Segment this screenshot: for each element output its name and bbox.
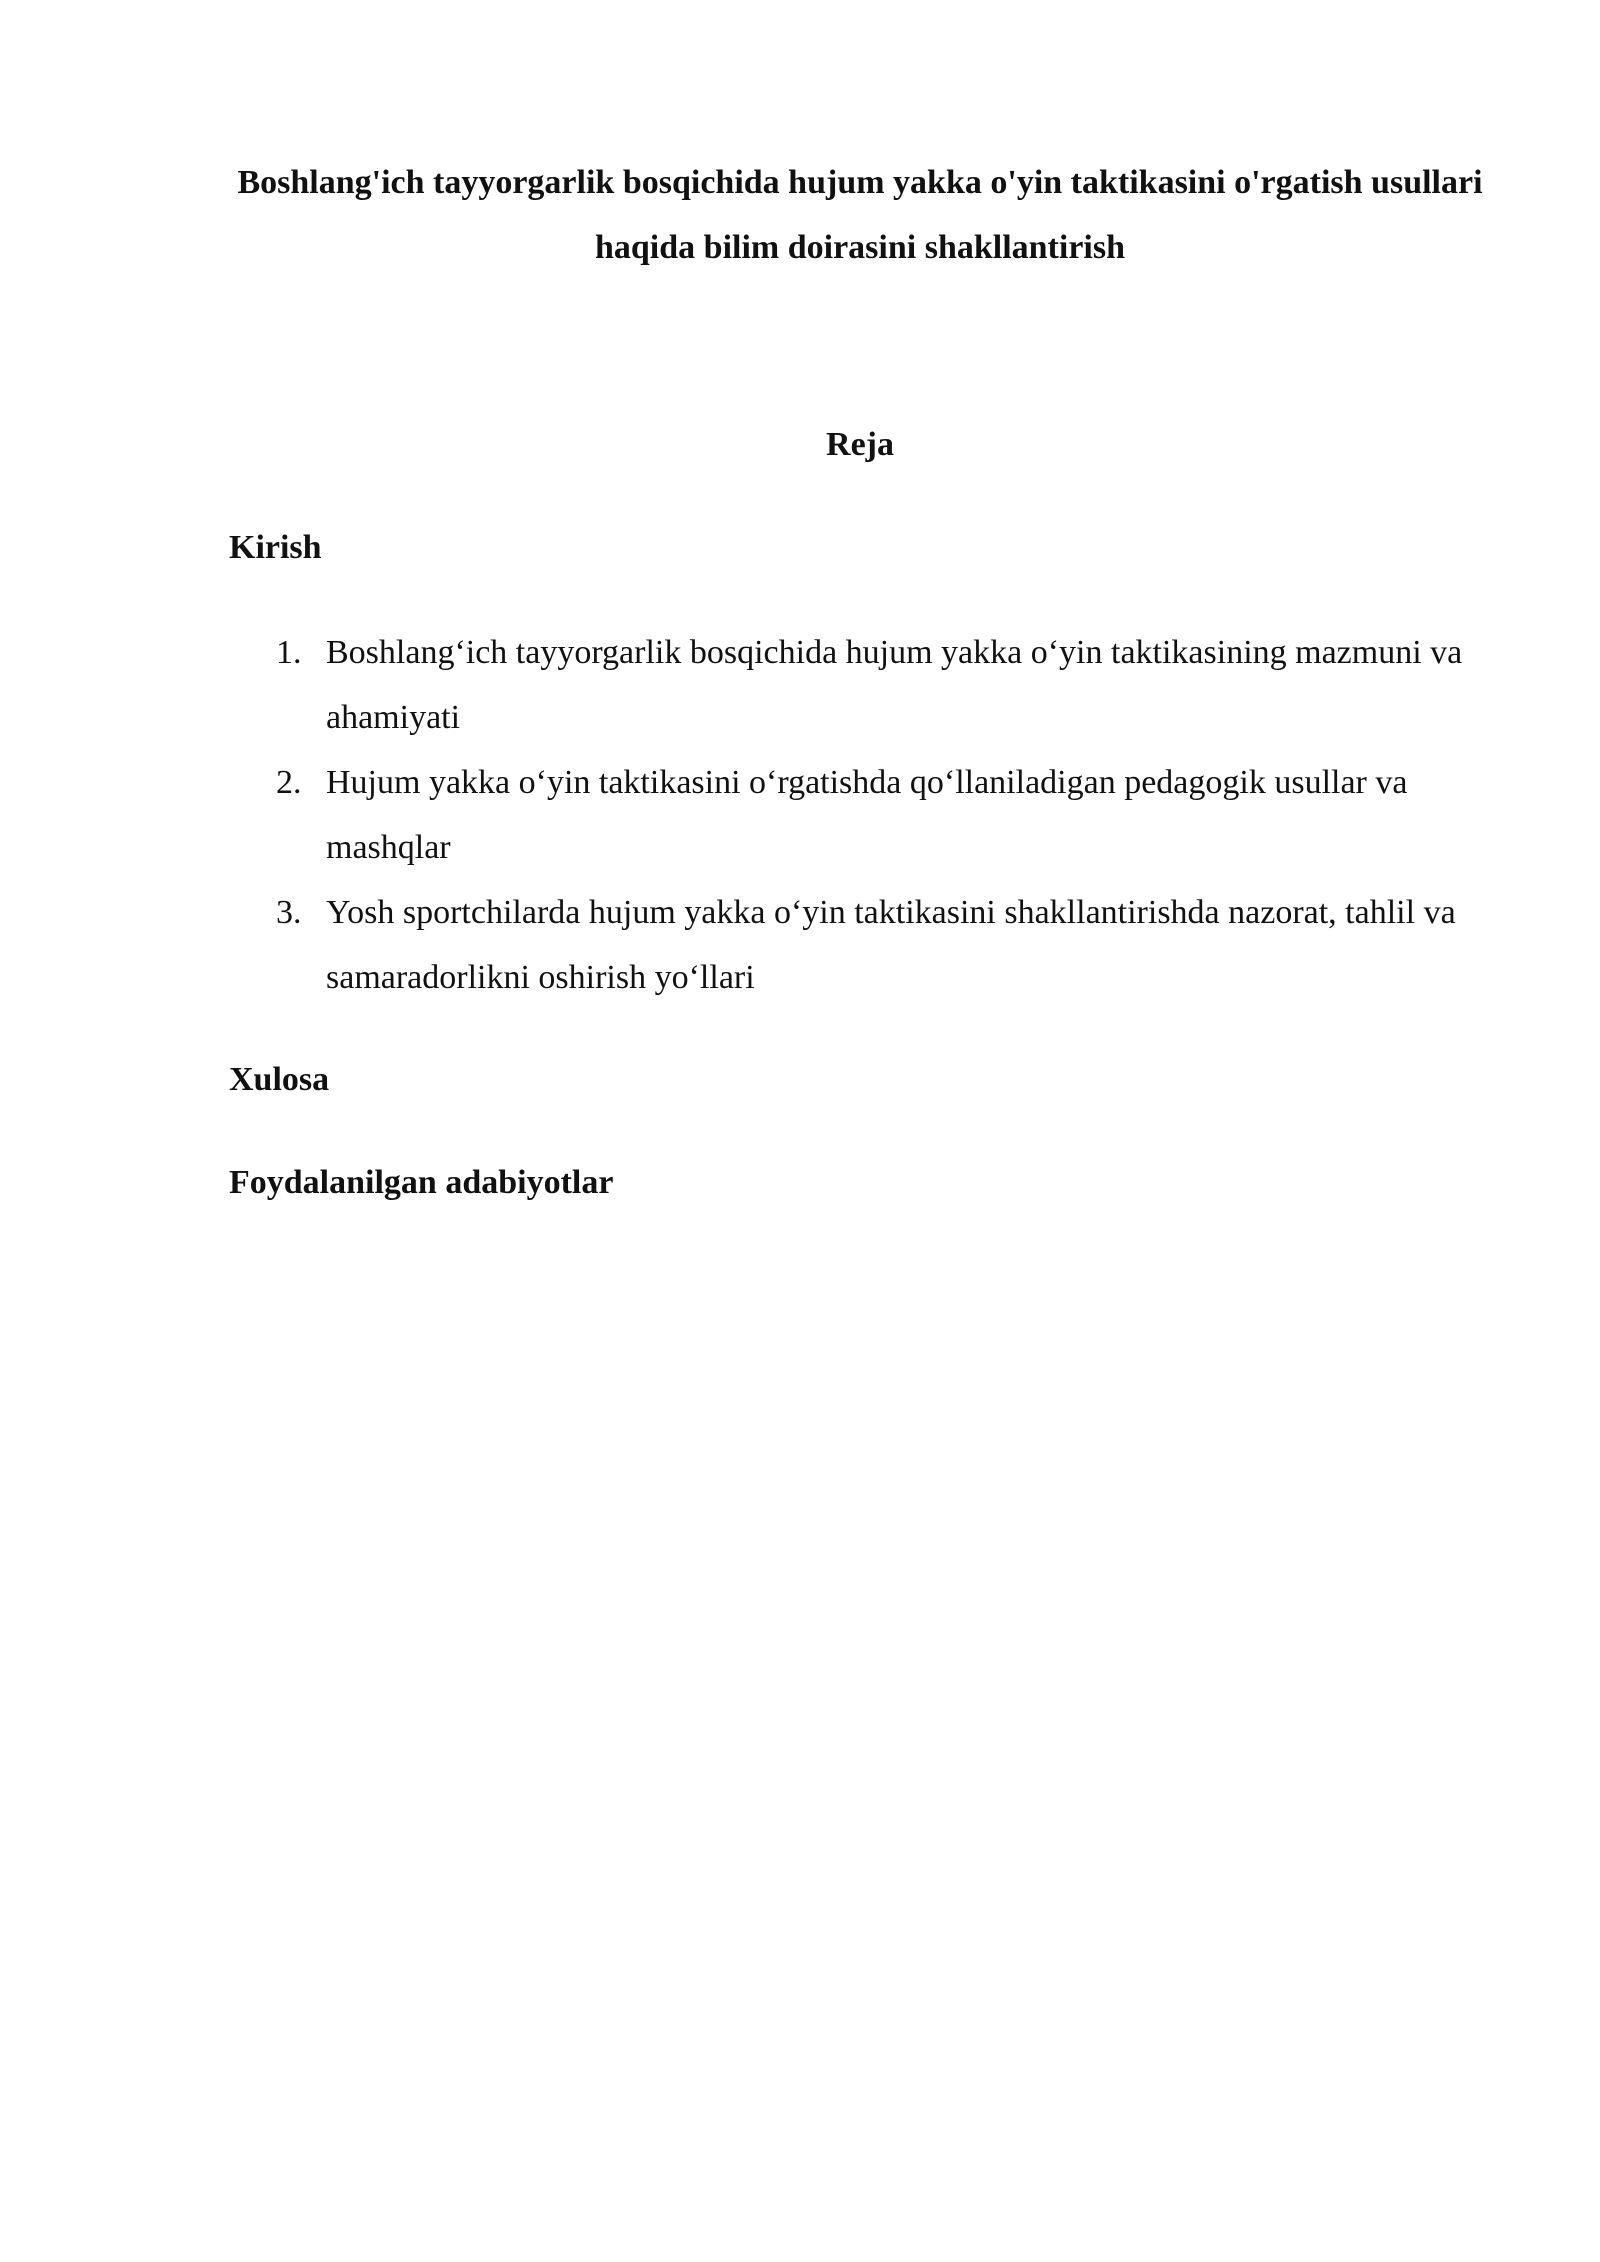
plan-item-text: Yosh sportchilarda hujum yakka o‘yin taktikasini shakllantirishda nazorat, tahlil va samaradorlikni oshirish yo‘llari xyxy=(326,894,1456,996)
document-title: Boshlang'ich tayyorgarlik bosqichida hujum yakka o'yin taktikasini o'rgatish usullari haqida bilim doirasini shakllantirish xyxy=(237,164,1483,266)
plan-item-3 xyxy=(260,880,1520,1010)
plan-item-number: 3. xyxy=(276,894,302,931)
references-heading: Foydalanilgan adabiyotlar xyxy=(229,1164,614,1201)
plan-item-number: 2. xyxy=(276,764,302,801)
plan-item-text: Boshlang‘ich tayyorgarlik bosqichida hujum yakka o‘yin taktikasining mazmuni va ahamiyati xyxy=(326,634,1463,736)
plan-item-1 xyxy=(260,620,1520,750)
plan-item-text: Hujum yakka o‘yin taktikasini o‘rgatishda qo‘llaniladigan pedagogik usullar va mashqlar xyxy=(326,764,1408,866)
plan-item-2 xyxy=(260,750,1520,880)
conclusion-heading: Xulosa xyxy=(229,1061,330,1098)
plan-item-number: 1. xyxy=(276,634,302,671)
plan-list xyxy=(260,620,1520,1010)
plan-heading: Reja xyxy=(826,426,894,463)
intro-heading: Kirish xyxy=(229,529,322,566)
